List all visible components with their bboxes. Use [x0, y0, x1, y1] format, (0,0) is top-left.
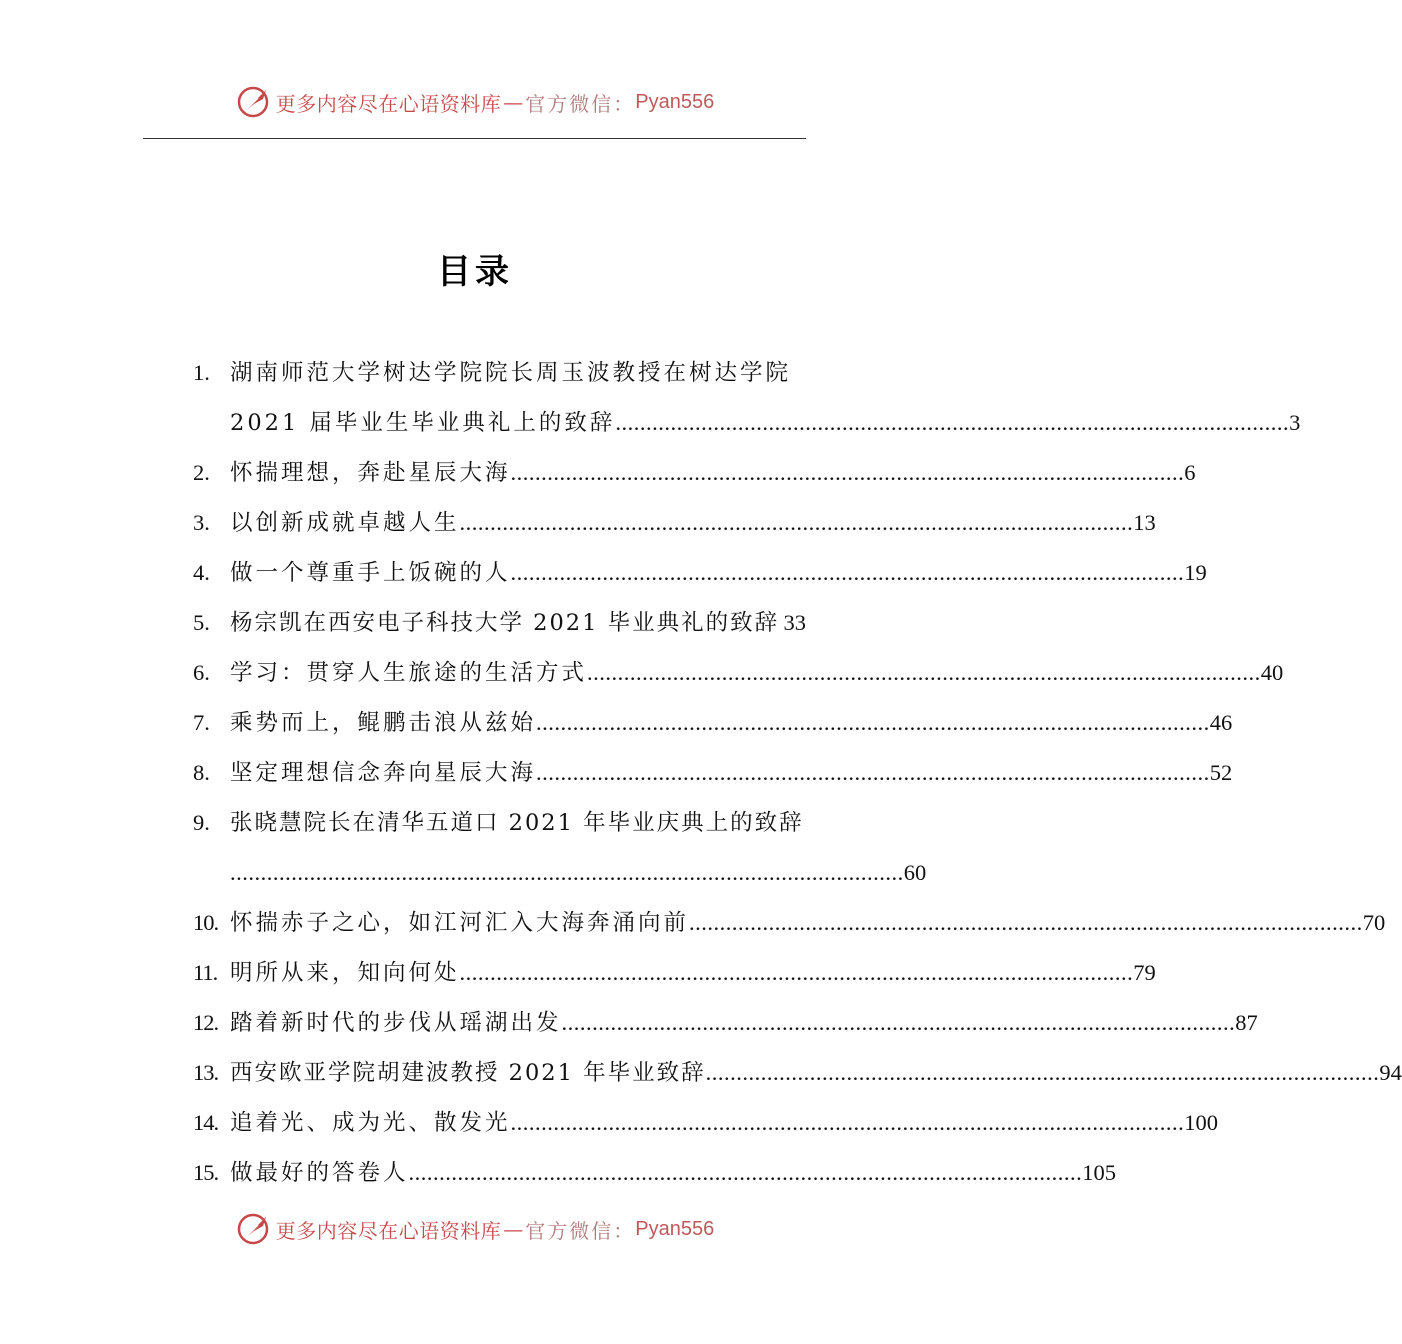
toc-page-number: 94	[1379, 1060, 1402, 1085]
toc-title: 做一个尊重手上饭碗的人	[230, 560, 511, 586]
footer-dash: —	[503, 1217, 524, 1241]
dot-leader: ..............................................................................................................	[536, 760, 1210, 785]
dot-leader: ..............................................................................................................	[689, 910, 1363, 935]
toc-page-number: 40	[1260, 660, 1284, 685]
toc-page-number: 100	[1184, 1110, 1219, 1135]
toc-title: 湖南师范大学树达学院院长周玉波教授在树达学院	[230, 360, 792, 386]
toc-entry-5[interactable]	[193, 598, 806, 648]
toc-entry-4[interactable]	[193, 548, 1207, 598]
toc-number: 15.	[193, 1160, 219, 1185]
toc-page-number: 3	[1289, 410, 1301, 435]
toc-entry-11[interactable]	[193, 948, 1156, 998]
toc-title: 张晓慧院长在清华五道口 2021 年毕业庆典上的致辞	[230, 810, 804, 836]
toc-number: 2.	[193, 460, 210, 485]
footer-watermark	[0, 1209, 950, 1249]
toc-page-number: 79	[1133, 960, 1156, 985]
toc-title-continued: 2021 届毕业生毕业典礼上的致辞	[230, 410, 616, 436]
toc-title: 追着光、成为光、散发光	[230, 1110, 511, 1136]
toc-entry-1[interactable]	[193, 348, 1301, 448]
toc-number: 9.	[193, 810, 210, 835]
dot-leader: ..............................................................................................................	[230, 860, 904, 885]
dot-leader: ..............................................................................................................	[510, 460, 1185, 485]
table-of-contents	[193, 348, 1402, 1198]
toc-title: 做最好的答卷人	[230, 1160, 409, 1186]
toc-page-number: 87	[1235, 1010, 1258, 1035]
dot-leader: ..............................................................................................................	[705, 1060, 1380, 1085]
header-dash: —	[503, 90, 524, 114]
dot-leader: ..............................................................................................................	[615, 410, 1290, 435]
toc-page-number: 33	[783, 610, 806, 635]
toc-title: 西安欧亚学院胡建波教授 2021 年毕业致辞	[230, 1060, 706, 1086]
toc-title: 怀揣赤子之心，如江河汇入大海奔涌向前	[230, 910, 690, 936]
toc-entry-2[interactable]	[193, 448, 1196, 498]
toc-page-number: 60	[903, 860, 927, 885]
page-title: 目录	[437, 252, 513, 292]
toc-title: 怀揣理想，奔赴星辰大海	[230, 460, 511, 486]
toc-number: 11.	[193, 960, 218, 985]
quill-logo-icon	[236, 1211, 272, 1247]
toc-page-number: 6	[1184, 460, 1196, 485]
toc-entry-12[interactable]	[193, 998, 1258, 1048]
footer-wechat-id: Pyan556	[635, 1217, 715, 1240]
toc-entry-3[interactable]	[193, 498, 1156, 548]
dot-leader: ..............................................................................................................	[587, 660, 1261, 685]
dot-leader: ..............................................................................................................	[510, 560, 1185, 585]
toc-title: 明所从来，知向何处	[230, 960, 460, 986]
header-wechat-id: Pyan556	[635, 90, 715, 113]
toc-entry-8[interactable]	[193, 748, 1233, 798]
header-slogan: 更多内容尽在心语资料库	[275, 91, 502, 116]
toc-page-number: 70	[1362, 910, 1386, 935]
toc-number: 1.	[193, 360, 210, 385]
toc-entry-9[interactable]	[193, 798, 927, 898]
toc-page-number: 105	[1082, 1160, 1117, 1185]
dot-leader: ..............................................................................................................	[561, 1010, 1236, 1035]
toc-title: 坚定理想信念奔向星辰大海	[230, 760, 537, 786]
dot-leader: ..............................................................................................................	[408, 1160, 1083, 1185]
toc-number: 14.	[193, 1110, 219, 1135]
toc-number: 3.	[193, 510, 210, 535]
header-official-label: 官方微信：	[525, 91, 636, 116]
dot-leader: ..............................................................................................................	[459, 510, 1134, 535]
footer-slogan: 更多内容尽在心语资料库	[275, 1218, 502, 1243]
toc-entry-15[interactable]	[193, 1148, 1117, 1198]
toc-page-number: 46	[1209, 710, 1233, 735]
toc-title: 杨宗凯在西安电子科技大学 2021 毕业典礼的致辞	[230, 610, 780, 636]
toc-number: 7.	[193, 710, 210, 735]
toc-page-number: 13	[1133, 510, 1156, 535]
quill-logo-icon	[236, 84, 272, 120]
toc-number: 4.	[193, 560, 210, 585]
toc-title: 踏着新时代的步伐从瑶湖出发	[230, 1010, 562, 1036]
toc-page-number: 19	[1184, 560, 1207, 585]
dot-leader: ..............................................................................................................	[536, 710, 1210, 735]
toc-number: 8.	[193, 760, 210, 785]
header-rule	[143, 138, 806, 139]
toc-number: 12.	[193, 1010, 219, 1035]
toc-entry-10[interactable]	[193, 898, 1386, 948]
toc-title: 学习：贯穿人生旅途的生活方式	[230, 660, 588, 686]
footer-official-label: 官方微信：	[525, 1218, 636, 1243]
dot-leader: ..............................................................................................................	[510, 1110, 1185, 1135]
toc-number: 6.	[193, 660, 210, 685]
toc-entry-7[interactable]	[193, 698, 1233, 748]
dot-leader: ..............................................................................................................	[459, 960, 1134, 985]
header-watermark	[0, 82, 950, 122]
toc-title: 乘势而上，鲲鹏击浪从兹始	[230, 710, 537, 736]
toc-entry-14[interactable]	[193, 1098, 1219, 1148]
toc-entry-6[interactable]	[193, 648, 1284, 698]
toc-number: 5.	[193, 610, 210, 635]
toc-page-number: 52	[1209, 760, 1233, 785]
toc-number: 10.	[193, 910, 219, 935]
toc-title: 以创新成就卓越人生	[230, 510, 460, 536]
toc-number: 13.	[193, 1060, 219, 1085]
toc-entry-13[interactable]	[193, 1048, 1402, 1098]
